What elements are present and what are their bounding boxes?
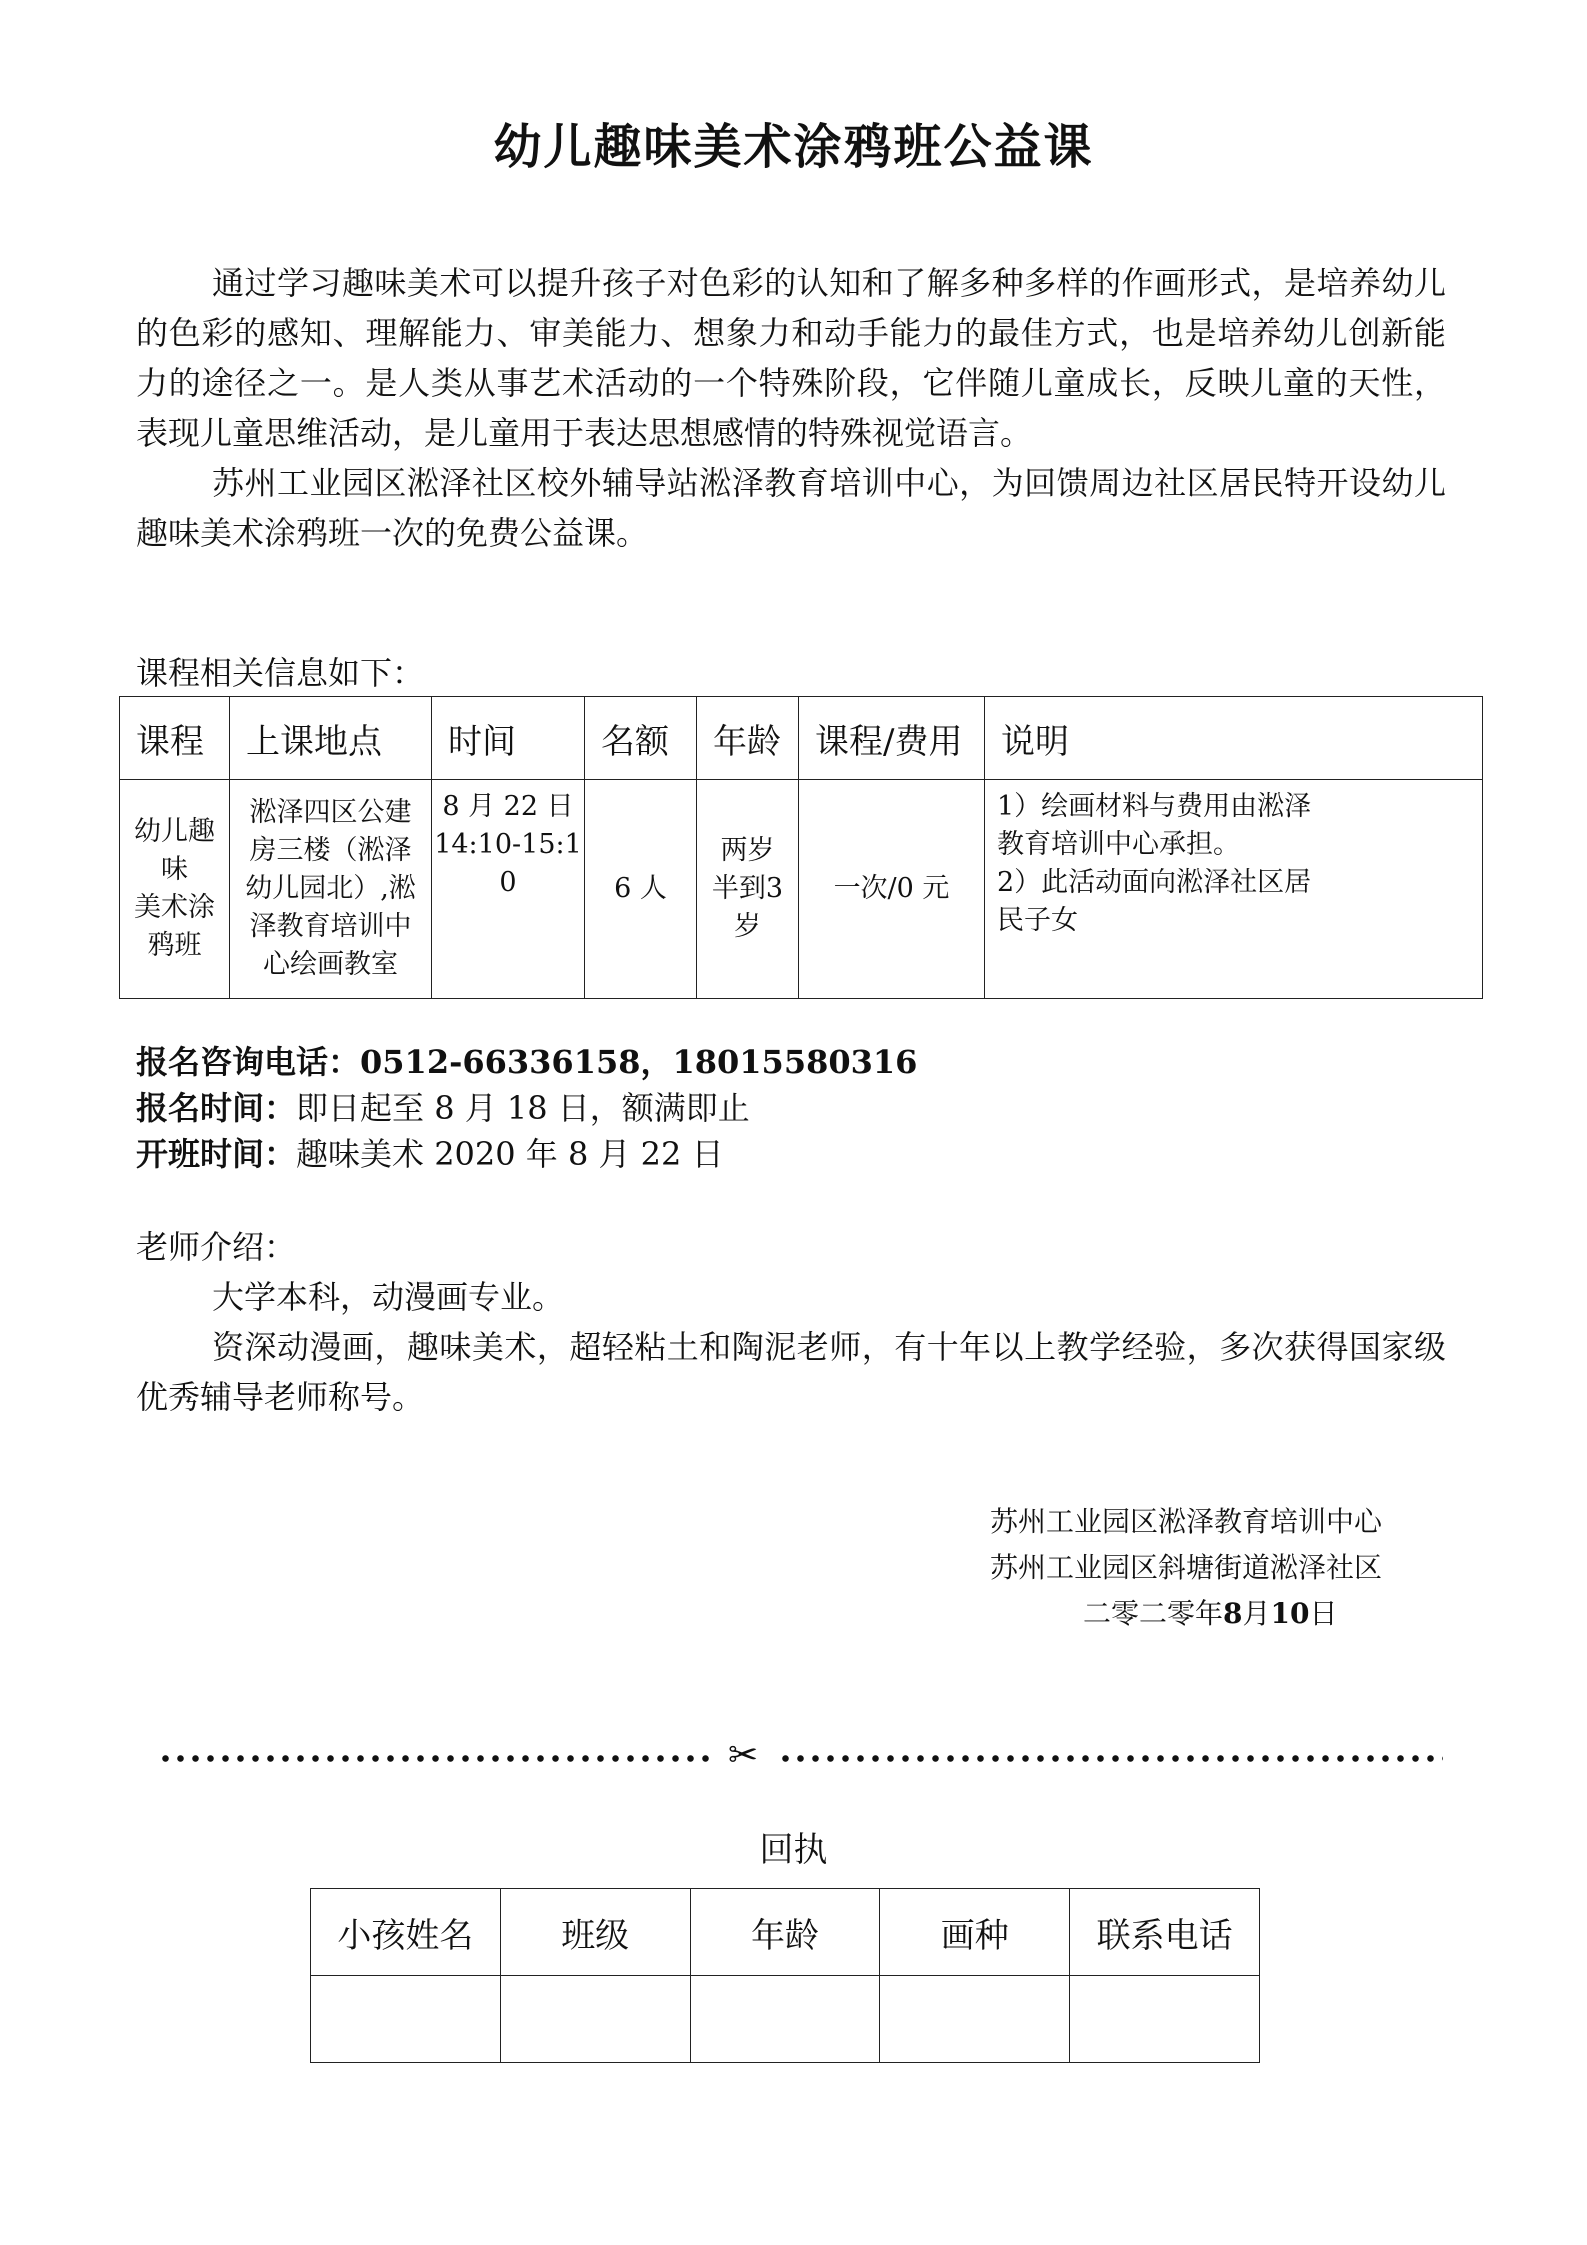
header-time: 时间: [432, 697, 585, 780]
course-info-label: 课程相关信息如下：: [136, 654, 425, 692]
cell-location: [230, 780, 432, 999]
cell-line: 8 月 22 日: [442, 791, 574, 822]
receipt-header-row: [311, 1889, 1260, 1976]
cell-line: 0: [499, 867, 517, 898]
cell-line: 2）此活动面向淞泽社区居: [997, 867, 1312, 898]
page-title: 幼儿趣味美术涂鸦班公益课: [493, 119, 1094, 175]
cut-line: [158, 1735, 1443, 1776]
cell-line: 两岁: [720, 835, 775, 866]
cell-line: 民子女: [997, 905, 1078, 936]
receipt-cell-phone[interactable]: [1070, 1976, 1260, 2063]
receipt-header-child-name: 小孩姓名: [311, 1889, 501, 1976]
cell-line: 14:10-15:1: [434, 829, 582, 860]
cut-dots-right: [778, 1755, 1443, 1762]
date-day: 10: [1270, 1597, 1310, 1630]
cell-time: [432, 780, 585, 999]
header-note: 说明: [985, 697, 1483, 780]
teacher-section: [136, 1222, 1446, 1422]
cell-course: [120, 780, 230, 999]
cell-line: 岁: [734, 911, 761, 942]
receipt-cell-class[interactable]: [500, 1976, 690, 2063]
date-mid: 月: [1242, 1597, 1271, 1630]
intro-section: [136, 258, 1446, 558]
receipt-header-phone: 联系电话: [1070, 1889, 1260, 1976]
receipt-table: [310, 1888, 1260, 2063]
cut-dots-left: [158, 1755, 713, 1762]
signup-value: 即日起至 8 月 18 日，额满即止: [296, 1089, 750, 1127]
header-location: 上课地点: [230, 697, 432, 780]
cell-line: 教育培训中心承担。: [997, 829, 1240, 860]
cell-line: 泽教育培训中: [249, 911, 412, 942]
header-fee: 课程/费用: [799, 697, 985, 780]
course-table-header-row: [120, 697, 1483, 780]
table-row: [120, 780, 1483, 999]
cell-line: 1）绘画材料与费用由淞泽: [997, 791, 1312, 822]
date-suffix: 日: [1309, 1597, 1338, 1630]
scissors-icon: ✂: [728, 1735, 759, 1776]
receipt-title: 回执: [759, 1830, 828, 1870]
intro-paragraph-2: 苏州工业园区淞泽社区校外辅导站淞泽教育培训中心，为回馈周边社区居民特开设幼儿趣味美术涂鸦班一次的免费公益课。: [136, 464, 1446, 552]
signup-label: 报名时间：: [136, 1089, 297, 1127]
intro-paragraph-1: 通过学习趣味美术可以提升孩子对色彩的认知和了解多种多样的作画形式，是培养幼儿的色彩的感知、理解能力、审美能力、想象力和动手能力的最佳方式，也是培养幼儿创新能力的途径之一。是人类从事艺术活动的一个特殊阶段，它伴随儿童成长，反映儿童的天性，表现儿童思维活动，是儿童用于表达思想感情的特殊视觉语言。: [136, 264, 1446, 452]
cell-line: 美术涂: [134, 892, 215, 923]
date-prefix: 二零二零年: [1083, 1597, 1224, 1630]
phone-value: 0512-66336158，18015580316: [360, 1043, 918, 1081]
teacher-paragraph-1: 大学本科，动漫画专业。: [212, 1278, 565, 1316]
receipt-header-age: 年龄: [690, 1889, 880, 1976]
date-month: 8: [1223, 1597, 1243, 1630]
header-age: 年龄: [697, 697, 799, 780]
cell-line: 房三楼（淞泽: [249, 835, 412, 866]
start-line: [136, 1132, 724, 1176]
receipt-header-class: 班级: [500, 1889, 690, 1976]
cell-line: 幼儿趣: [134, 816, 215, 847]
phone-line: [136, 1040, 917, 1084]
header-quota: 名额: [585, 697, 697, 780]
teacher-paragraph-2: 资深动漫画，趣味美术，超轻粘土和陶泥老师，有十年以上教学经验，多次获得国家级优秀辅导老师称号。: [136, 1328, 1446, 1416]
header-course: 课程: [120, 697, 230, 780]
start-value: 趣味美术 2020 年 8 月 22 日: [296, 1135, 724, 1173]
course-info-table: [119, 696, 1483, 999]
cell-line: 幼儿园北）,淞: [245, 873, 416, 904]
cell-line: 半到3: [711, 873, 784, 904]
cell-fee: 一次/0 元: [799, 780, 985, 999]
cell-line: 味: [161, 854, 188, 885]
signature-org-2: 苏州工业园区斜塘街道淞泽社区: [990, 1551, 1383, 1584]
signature-date: [1083, 1592, 1338, 1636]
cell-line: 心绘画教室: [263, 949, 398, 980]
teacher-label: 老师介绍：: [136, 1228, 297, 1266]
receipt-header-art-type: 画种: [880, 1889, 1070, 1976]
cell-line: 淞泽四区公建: [249, 797, 412, 828]
receipt-cell-art-type[interactable]: [880, 1976, 1070, 2063]
cell-note: [985, 780, 1483, 999]
signature-org-1: 苏州工业园区淞泽教育培训中心: [990, 1505, 1383, 1538]
signup-line: [136, 1086, 750, 1130]
receipt-cell-child-name[interactable]: [311, 1976, 501, 2063]
start-label: 开班时间：: [136, 1135, 297, 1173]
receipt-cell-age[interactable]: [690, 1976, 880, 2063]
cell-quota: 6 人: [585, 780, 697, 999]
phone-label: 报名咨询电话：: [136, 1043, 361, 1081]
cell-line: 鸦班: [147, 930, 202, 961]
receipt-blank-row: [311, 1976, 1260, 2063]
cell-age: [697, 780, 799, 999]
